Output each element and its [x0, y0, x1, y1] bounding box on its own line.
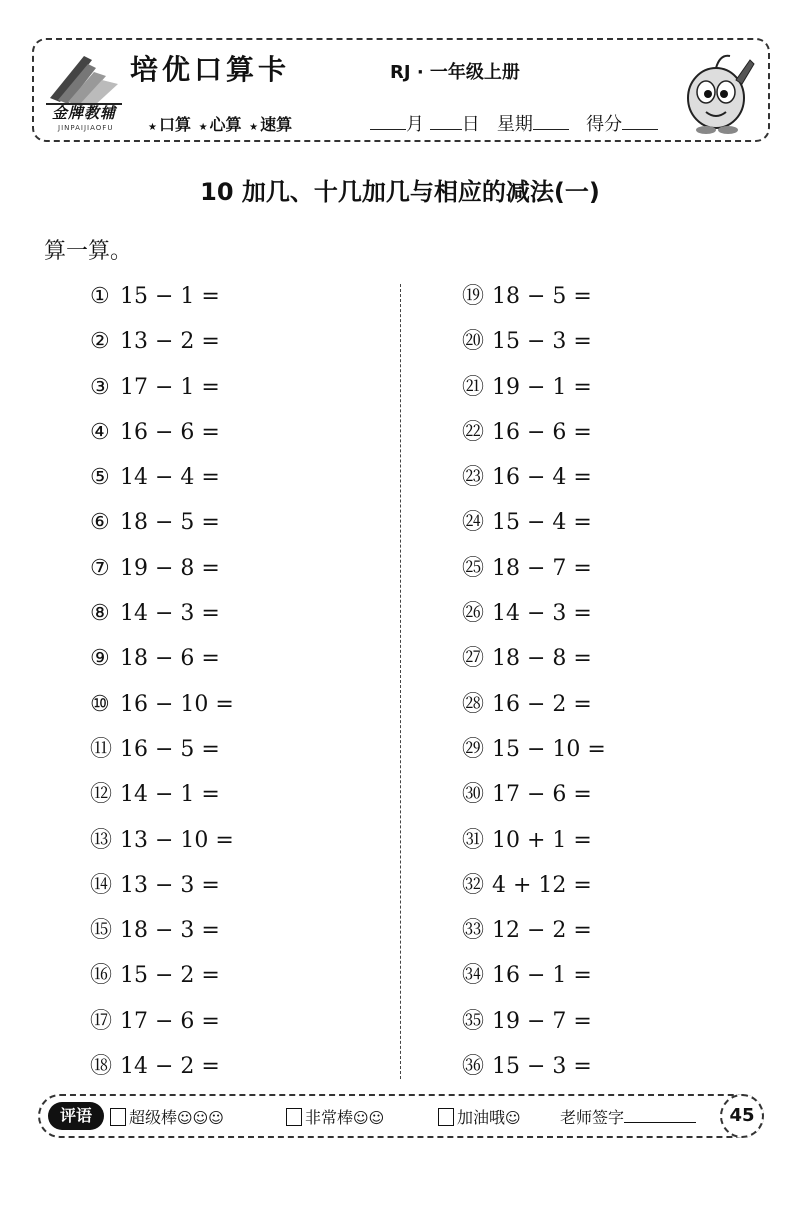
problem-item[interactable]: [90, 599, 390, 644]
skill-tags: [146, 112, 292, 135]
problem-number: ㉕: [462, 555, 485, 581]
problem-number: ㉑: [462, 374, 485, 400]
problem-number: ㉚: [462, 782, 485, 808]
problem-expression: 4 + 12 =: [492, 872, 592, 898]
problem-number: ㉜: [462, 872, 485, 898]
score-blank[interactable]: [622, 113, 658, 130]
comment-badge: 评语: [48, 1102, 104, 1130]
checkbox[interactable]: [438, 1108, 454, 1126]
problem-expression: 13 − 2 =: [120, 329, 220, 355]
problem-item[interactable]: [90, 644, 390, 689]
problem-expression: 16 − 6 =: [492, 419, 592, 445]
tag-mental: 心算: [209, 115, 242, 134]
grade-series: RJ · 一年级上册: [390, 62, 520, 83]
problem-number: ⑰: [90, 1008, 113, 1034]
problem-number: ⑪: [90, 736, 113, 762]
problem-expression: 16 − 5 =: [120, 736, 220, 762]
problem-item[interactable]: [90, 282, 390, 327]
day-label: 日: [461, 114, 480, 135]
problem-expression: 19 − 7 =: [492, 1008, 592, 1034]
problems-right-column: [462, 282, 762, 1097]
problem-expression: 14 − 4 =: [120, 465, 220, 491]
column-divider: [400, 284, 401, 1079]
weekday-label: 星期: [496, 114, 533, 135]
problem-expression: 16 − 6 =: [120, 419, 220, 445]
problem-expression: 15 − 10 =: [492, 736, 606, 762]
star-icon: ★: [198, 122, 208, 133]
mascot-icon: [676, 46, 758, 136]
problem-expression: 18 − 7 =: [492, 555, 592, 581]
weekday-blank[interactable]: [533, 113, 569, 130]
problem-number: ⑯: [90, 963, 113, 989]
problem-expression: 16 − 10 =: [120, 691, 234, 717]
problem-item[interactable]: [462, 373, 762, 418]
star-icon: ★: [148, 122, 157, 133]
problem-item[interactable]: [462, 282, 762, 327]
problem-number: ⑥: [90, 510, 110, 536]
problem-expression: 16 − 1 =: [492, 963, 592, 989]
problem-expression: 13 − 3 =: [120, 872, 220, 898]
problem-number: ㉗: [462, 646, 485, 672]
problem-item[interactable]: [90, 463, 390, 508]
problem-expression: 19 − 8 =: [120, 555, 220, 581]
problem-number: ㉔: [462, 510, 485, 536]
problem-item[interactable]: [462, 554, 762, 599]
problem-number: ⑲: [462, 284, 485, 309]
option-very-great[interactable]: 非常棒☺☺: [286, 1105, 384, 1128]
problems-left-column: [90, 282, 390, 1097]
problem-number: ⑤: [90, 465, 110, 491]
problem-number: ⑭: [90, 872, 113, 898]
signature-blank[interactable]: [624, 1108, 696, 1123]
brand-name: 金牌教辅: [52, 104, 117, 122]
problem-item[interactable]: [90, 1007, 390, 1052]
problem-item[interactable]: [90, 1052, 390, 1097]
problem-number: ②: [90, 329, 110, 355]
problem-number: ⑮: [90, 918, 113, 944]
checkbox[interactable]: [110, 1108, 126, 1126]
problem-expression: 18 − 6 =: [120, 646, 220, 672]
smiley-icon: ☺: [505, 1109, 521, 1127]
problem-item[interactable]: [90, 690, 390, 735]
problem-number: ㉙: [462, 736, 485, 762]
checkbox[interactable]: [286, 1108, 302, 1126]
problem-item[interactable]: [462, 916, 762, 961]
brand-logo: [44, 50, 124, 132]
problem-expression: 14 − 3 =: [492, 601, 592, 627]
problem-expression: 16 − 2 =: [492, 691, 592, 717]
problem-expression: 17 − 6 =: [492, 782, 592, 808]
problem-number: ㉟: [462, 1008, 485, 1034]
problem-expression: 18 − 5 =: [492, 284, 592, 309]
brand-subtitle: JINPAIJIAOFU: [58, 124, 114, 132]
book-stack-icon: [44, 50, 124, 106]
problem-number: ㉒: [462, 419, 485, 445]
star-icon: ★: [249, 122, 259, 133]
problem-item[interactable]: [90, 418, 390, 463]
problem-expression: 14 − 2 =: [120, 1054, 220, 1080]
problem-number: ㉞: [462, 963, 485, 989]
problem-item[interactable]: [90, 735, 390, 780]
score-label: 得分: [586, 114, 623, 135]
problem-expression: 14 − 1 =: [120, 782, 220, 808]
problem-item[interactable]: [462, 961, 762, 1006]
option-keep-going[interactable]: 加油哦☺: [438, 1105, 521, 1128]
tag-speed: 速算: [260, 115, 293, 134]
problem-expression: 14 − 3 =: [120, 601, 220, 627]
problem-number: ①: [90, 284, 110, 309]
problem-number: ⑨: [90, 646, 110, 672]
problem-item[interactable]: [90, 780, 390, 825]
header-card: [32, 38, 770, 142]
option-super-great[interactable]: 超级棒☺☺☺: [110, 1105, 224, 1128]
problem-number: ⑦: [90, 555, 110, 581]
month-blank[interactable]: [370, 113, 406, 130]
problem-number: ⑫: [90, 782, 113, 808]
problem-item[interactable]: [462, 644, 762, 689]
smiley-icon: ☺☺☺: [177, 1109, 224, 1127]
smiley-icon: ☺☺: [353, 1109, 385, 1127]
problem-number: ⑩: [90, 691, 110, 717]
month-label: 月: [406, 114, 424, 135]
problem-item[interactable]: [462, 690, 762, 735]
problem-item[interactable]: [462, 418, 762, 463]
problem-number: ⑧: [90, 601, 110, 627]
teacher-signature: 老师签字: [560, 1105, 696, 1128]
problem-number: ⑳: [462, 329, 485, 355]
problem-expression: 18 − 3 =: [120, 918, 220, 944]
problem-number: ④: [90, 419, 110, 445]
problem-expression: 17 − 1 =: [120, 374, 220, 400]
problem-number: ⑬: [90, 827, 113, 853]
problem-expression: 15 − 3 =: [492, 329, 592, 355]
problem-expression: 18 − 5 =: [120, 510, 220, 536]
date-score-fields: [370, 110, 658, 136]
problem-expression: 17 − 6 =: [120, 1008, 220, 1034]
problem-item[interactable]: [90, 826, 390, 871]
problem-item[interactable]: [90, 508, 390, 553]
problem-number: ㉖: [462, 601, 485, 627]
problem-expression: 15 − 1 =: [120, 284, 220, 309]
problem-item[interactable]: [462, 826, 762, 871]
problem-expression: 10 + 1 =: [492, 827, 592, 853]
problem-expression: 15 − 4 =: [492, 510, 592, 536]
problem-item[interactable]: [462, 463, 762, 508]
problem-expression: 12 − 2 =: [492, 918, 592, 944]
problem-expression: 16 − 4 =: [492, 465, 592, 491]
page-title: 10 加几、十几加几与相应的减法(一): [200, 178, 600, 206]
problem-number: ㉝: [462, 918, 485, 944]
problem-expression: 18 − 8 =: [492, 646, 592, 672]
page-number: 45: [720, 1094, 764, 1138]
problem-item[interactable]: [90, 871, 390, 916]
problem-item[interactable]: [90, 916, 390, 961]
card-title: 培优口算卡: [130, 53, 291, 86]
problem-number: ③: [90, 374, 110, 400]
problem-item[interactable]: [90, 373, 390, 418]
problem-number: ㉓: [462, 465, 485, 491]
problem-number: ㊱: [462, 1054, 485, 1080]
problem-item[interactable]: [462, 1007, 762, 1052]
problem-item[interactable]: [462, 735, 762, 780]
tag-mental-oral: 口算: [158, 115, 191, 134]
problem-item[interactable]: [462, 1052, 762, 1097]
instruction: 算一算。: [44, 239, 133, 264]
problem-expression: 15 − 3 =: [492, 1054, 592, 1080]
problem-expression: 15 − 2 =: [120, 963, 220, 989]
problem-expression: 19 − 1 =: [492, 374, 592, 400]
evaluation-footer: [38, 1094, 764, 1138]
problem-number: ⑱: [90, 1054, 113, 1080]
problem-item[interactable]: [90, 554, 390, 599]
problem-item[interactable]: [90, 961, 390, 1006]
day-blank[interactable]: [430, 113, 462, 130]
problem-item[interactable]: [462, 327, 762, 372]
problem-expression: 13 − 10 =: [120, 827, 234, 853]
problem-item[interactable]: [462, 508, 762, 553]
problem-item[interactable]: [90, 327, 390, 372]
problem-number: ㉛: [462, 827, 485, 853]
problem-number: ㉘: [462, 691, 485, 717]
problem-item[interactable]: [462, 780, 762, 825]
problem-item[interactable]: [462, 871, 762, 916]
problem-item[interactable]: [462, 599, 762, 644]
